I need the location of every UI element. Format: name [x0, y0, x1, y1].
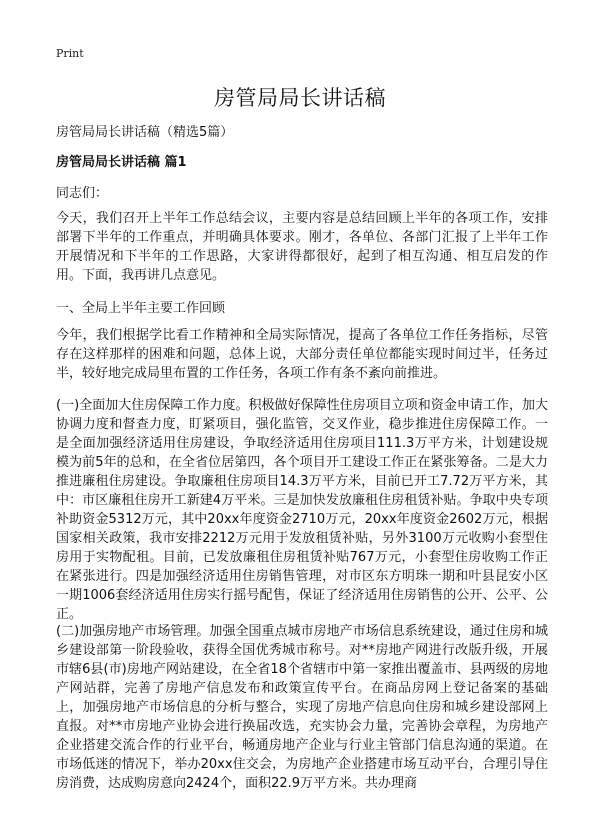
paragraph-intro: 今天，我们召开上半年工作总结会议，主要内容是总结回顾上半年的各项工作，安排部署下半年的工作重点，并明确具体要求。刚才，各单位、各部门汇报了上半年工作开展情况和下半年的工作思路，大家讲得都很好，起到了相互沟通、相互启发的作用。下面，我再讲几点意见。: [56, 211, 548, 283]
print-link[interactable]: Print: [56, 47, 84, 60]
document-title: 房管局局长讲话稿: [214, 86, 386, 110]
paragraph-market-management: (二)加强房地产市场管理。加强全国重点城市房地产市场信息系统建设，通过住房和城乡建设部第一阶段验收，获得全国优秀城市称号。对**房地产网进行改版升级，开展市辖6县(市)房地产网站建设，在全省18个省辖市中第一家推出覆盖市、县两级的房地产网站群，完善了房地产信息发布和政策宣传平台。在商品房网上登记备案的基础上，加强房地产市场信息的分析与整合，实现了房地产信息向住房和城乡建设部网上直报。对**市房地产业协会进行换届改选，充实协会力量，完善协会章程，为房地产企业搭建交流合作的行业平台，畅通房地产企业与行业主管部门信息沟通的渠道。在市场低迷的情况下，举办20xx住交会，为房地产企业搭建市场互动平台，合理引导住房消费，达成购房意向2424个，面积22.9万平方米。共办理商: [56, 624, 548, 791]
greeting: 同志们：: [56, 186, 109, 201]
document-subtitle: 房管局局长讲话稿（精选5篇）: [56, 125, 234, 140]
paragraph-overview: 今年，我们根据学比看工作精神和全局实际情况，提高了各单位工作任务指标，尽管存在这样那样的困难和问题，总体上说，大部分责任单位都能实现时间过半，任务过半，较好地完成局里布置的工作任务，各项工作有条不紊向前推进。: [56, 328, 548, 381]
paragraph-housing-security: (一)全面加大住房保障工作力度。积极做好保障性住房项目立项和资金申请工作，加大协调力度和督查力度，盯紧项目，强化监管，交叉作业，稳步推进住房保障工作。一是全面加强经济适用住房建设，争取经济适用住房项目111.3万平方米，计划建设规模为前5年的总和，在全省位居第四，各个项目开工建设工作正在紧张筹备。二是大力推进廉租住房建设。争取廉租住房项目14.3万平方米，目前已开工7.72万平方米，其中：市区廉租住房开工新建4万平米。三是加快发放廉租住房租赁补贴。争取中央专项补助资金5312万元，其中20xx年度资金2710万元，20xx年度资金2602万元，根据国家相关政策，我市安排2212万元用于发放租赁补贴，另外3100万元收购小套型住房用于实物配租。目前，已发放廉租住房租赁补贴767万元，小套型住房收购工作正在紧张进行。四是加强经济适用住房销售管理，对市区东方明珠一期和叶县昆安小区一期1006套经济适用住房实行摇号配售，保证了经济适用住房销售的公开、公平、公正。: [56, 398, 548, 622]
section-title: 房管局局长讲话稿 篇1: [56, 155, 187, 170]
heading-work-review: 一、全局上半年主要工作回顾: [56, 301, 226, 316]
